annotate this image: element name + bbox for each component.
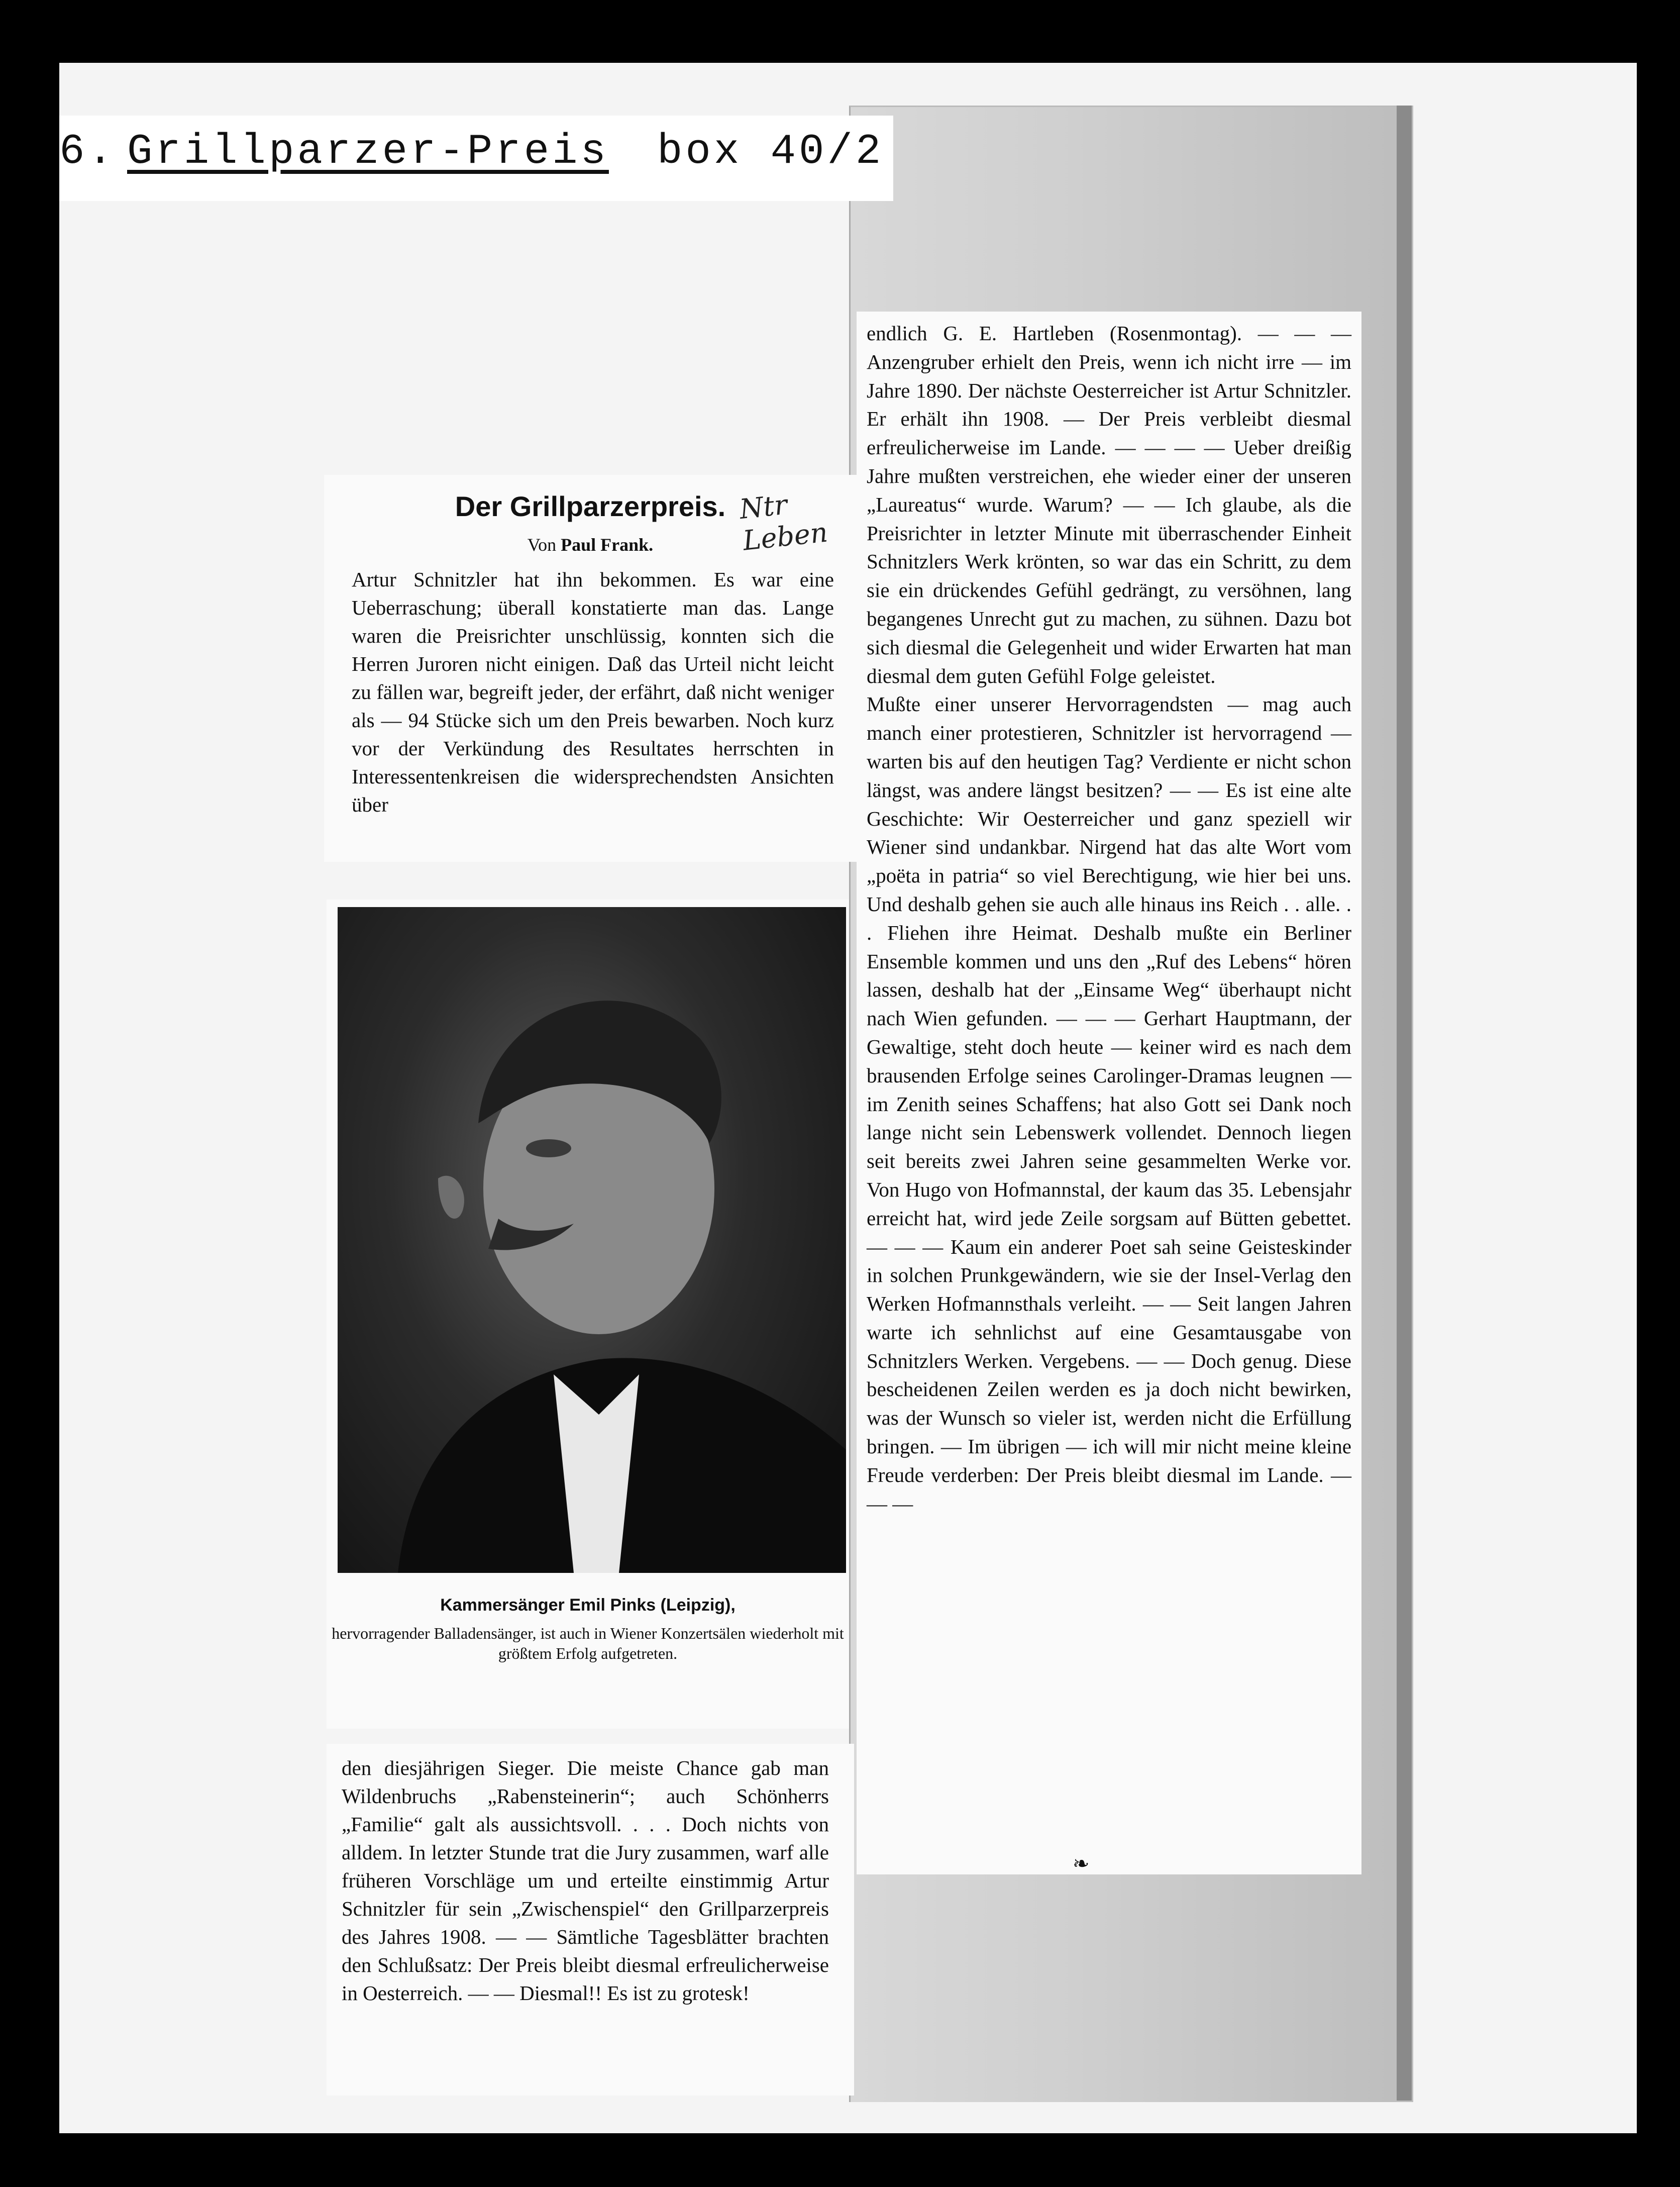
column1-paragraph: Artur Schnitzler hat ihn bekommen. Es war eine Ueberraschung; überall konstatierte man das. Lange waren die Preisrichter unschlüssig, konnten sich die Herren Juroren nicht einigen. Daß das Urteil nicht leicht zu fällen war, begreift jeder, der erfährt, daß nicht weniger als — 94 Stücke sich um den Preis bewarben. Noch kurz vor der Verkündung des Resultates herrschten in Interessentenkreisen die widersprechendsten Ansichten über: [352, 568, 834, 816]
clipping-photo: [327, 900, 849, 1729]
article-author: Paul Frank.: [561, 535, 654, 555]
clipping-heading: [324, 475, 857, 862]
article-title: Der Grillparzerpreis.: [455, 490, 726, 522]
portrait-illustration: [338, 907, 846, 1573]
article-column-4: [867, 319, 1351, 1518]
article-column-3: [342, 1754, 829, 2007]
portrait-photo: [338, 907, 846, 1573]
folder-label: [59, 116, 893, 201]
column4-paragraph-1: endlich G. E. Hartleben (Rosenmontag). — — — Anzengruber erhielt den Preis, wenn ich nicht irre — im Jahre 1890. Der nächste Oesterreicher ist Artur Schnitzler. Er erhält ihn 1908. — Der Preis verbleibt diesmal erfreulicherweise im Lande. — — — — Ueber dreißig Jahre mußten verstreichen, ehe wieder einer der unseren „Laureatus“ wurde. Warum? — — Ich glaube, als die Preisrichter in letzter Minute mit überraschender Einheit Schnitzlers Werk krönten, so war das ein Schritt, zu dem sie ein drückendes Gefühl gedrängt, zu versöhnen, lang begangenes Unrecht gut zu machen, zu sühnen. Dazu bot sich diesmal die Gelegenheit und wider Erwarten hat man diesmal dem guten Gefühl Folge geleistet.: [867, 322, 1351, 687]
clipping-column-3: [327, 1744, 854, 2096]
ornament: ❧: [1073, 1852, 1090, 1875]
photo-caption-text: hervorragender Balladensänger, ist auch in Wiener Konzertsälen wiederholt mit größtem Erfolg aufgetreten.: [332, 1624, 844, 1662]
backing-card-edge: [1397, 106, 1412, 2101]
label-box: box 40/2: [657, 128, 884, 176]
article-column-1: [352, 565, 834, 819]
byline-prefix: Von: [527, 535, 557, 555]
handwritten-note: Ntr Leben: [738, 488, 829, 557]
column3-paragraph: den diesjährigen Sieger. Die meiste Chance gab man Wildenbruchs „Rabensteinerin“; auch Schönherrs „Familie“ galt als aussichtsvoll. . . . Doch nichts von alldem. In letzter Stunde trat die Jury zusammen, warf alle früheren Vorschläge um und erteilte einstimmig Artur Schnitzler für sein „Zwischenspiel“ den Grillparzerpreis des Jahres 1908. — — Sämtliche Tagesblätter brachten den Schlußsatz: Der Preis bleibt diesmal erfreulicherweise in Oesterreich. — — Diesmal!! Es ist zu grotesk!: [342, 1756, 829, 2005]
column4-paragraph-2: Mußte einer unserer Hervorragendsten — mag auch manch einer protestieren, Schnitzler ist hervorragend — warten bis auf den heutigen Tag? Verdiente er nicht schon längst, was andere längst besitzen? — — Es ist eine alte Geschichte: Wir Oesterreicher und ganz speziell wir Wiener sind undankbar. Nirgend hat das alte Wort vom „poëta in patria“ so viel Berechtigung, wie hier bei uns. Und deshalb gehen sie auch alle hinaus ins Reich . . alle. . . Fliehen ihre Heimat. Deshalb mußte ein Berliner Ensemble kommen und uns den „Ruf des Lebens“ hören lassen, deshalb hat der „Einsame Weg“ überhaupt nicht nach Wien gefunden. — — — Gerhart Hauptmann, der Gewaltige, steht doch heute — keiner wird es nach dem brausenden Erfolge seines Carolinger-Dramas leugnen — im Zenith seines Schaffens; hat also Gott sei Dank noch lange nicht sein Lebenswerk vollendet. Dennoch liegen seit bereits zwei Jahren seine gesammelten Werke vor. Von Hugo von Hofmannstal, der kaum das 35. Lebensjahr erreicht hat, wird jede Zeile sorgsam auf Bütten gebettet. — — — Kaum ein anderer Poet sah seine Geisteskinder in solchen Prunkgewändern, wie sie der Insel-Verlag den Werken Hofmannsthals verleiht. — — Seit langen Jahren warte ich sehnlichst auf eine Gesamtausgabe von Schnitzlers Werken. Vergebens. — — Doch genug. Diese bescheidenen Zeilen werden es ja doch nicht bewirken, was der Wunsch so vieler ist, werden nicht die Erfüllung bringen. — Im übrigen — ich will mir nicht meine kleine Freude verderben: Der Preis bleibt diesmal im Lande. — — —: [867, 692, 1351, 1515]
photo-caption-title: Kammersänger Emil Pinks (Leipzig),: [440, 1596, 736, 1615]
label-number: 6.: [59, 128, 116, 176]
clipping-column-4: [857, 312, 1361, 1874]
label-title: Grillparzer-Preis: [127, 128, 609, 176]
